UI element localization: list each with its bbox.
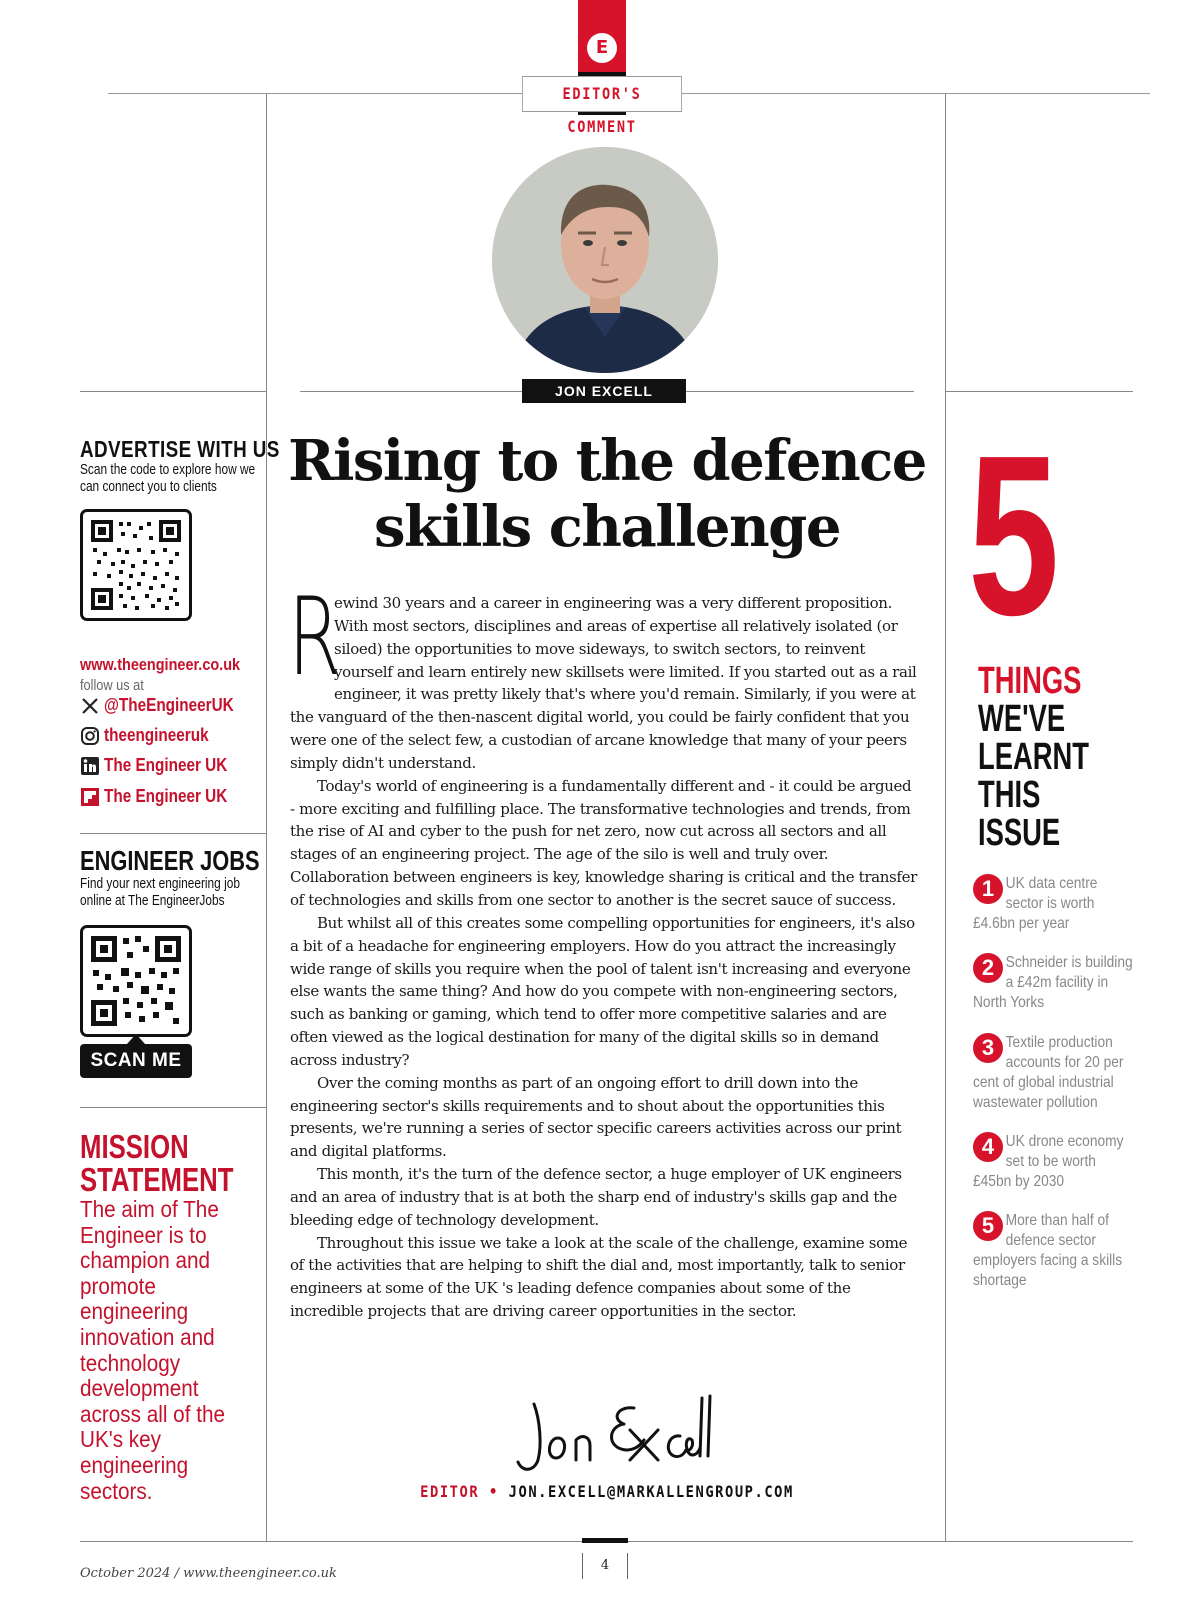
advertise-title: ADVERTISE WITH US [80, 436, 280, 462]
fact-number-badge: 4 [973, 1132, 1003, 1162]
social-instagram-link[interactable] [80, 725, 227, 746]
fact-item [973, 1033, 1138, 1113]
things-title-red: THINGS [978, 660, 1082, 702]
column-rule-left [266, 93, 267, 1541]
page-number: 4 [582, 1553, 628, 1579]
social-flipboard-handle: The Engineer UK [104, 786, 228, 806]
jobs-title: ENGINEER JOBS [80, 845, 260, 876]
social-flipboard-link[interactable] [80, 786, 249, 807]
article-paragraph-text: ewind 30 years and a career in engineering was a very different proposition. With most sectors, disciplines and areas of expertise all relatively isolated (or siloed) the opportunities to move sideways, to switch sectors, to reinvent yourself and learn entirely new skillsets were limited. If you started out as a rail engineer, it was pretty likely that's where you'd remain. Similarly, if you were at the vanguard of the then-nascent digital world, you could be fairly confident that you were one of the select few, a custodian of arcane knowledge that many of your peers simply didn't understand. [290, 594, 917, 772]
section-label: EDITOR'S COMMENT [522, 76, 682, 112]
scan-pointer [127, 1034, 145, 1044]
fact-text: Textile production accounts for 20 per cent of global industrial wastewater pollution [973, 1034, 1124, 1111]
scan-me-badge: SCAN ME [80, 1044, 192, 1078]
article-paragraph: Today's world of engineering is a fundamentally different and - it could be argued - more exciting and fulfilling place. The transformative technologies and trends, from the rise of AI and cyber to the push for net zero, now cut across all sectors and all stages of an engineering project. The age of the silo is well and truly over. Collaboration between engineers is key, knowledge sharing is critical and the transfer of technologies and skills from one sector to another is the secret sauce of success. [290, 776, 917, 909]
fact-item [973, 874, 1138, 934]
social-x-handle: @TheEngineerUK [104, 695, 234, 715]
section-label-underline [578, 112, 626, 115]
advertise-description: Scan the code to explore how we can connect you to clients [80, 462, 256, 495]
brand-tab [578, 0, 626, 72]
fact-number-badge: 5 [973, 1211, 1003, 1241]
things-title [978, 660, 1089, 854]
fact-text: UK drone economy set to be worth £45bn by 2030 [973, 1133, 1124, 1190]
article-headline: Rising to the defence skills challenge [288, 428, 926, 560]
qr-code-icon [91, 936, 181, 1026]
article-body [288, 575, 917, 1323]
editor-signature [512, 1390, 712, 1480]
flipboard-icon [80, 787, 100, 807]
qr-code-icon [91, 520, 181, 610]
jobs-qr-code[interactable] [80, 925, 192, 1037]
x-twitter-icon [80, 696, 100, 716]
divider [80, 833, 266, 834]
website-link[interactable]: www.theengineer.co.uk [80, 655, 241, 674]
big-number: 5 [968, 409, 1060, 663]
column-rule-right [945, 93, 946, 1541]
social-x-link[interactable] [80, 695, 257, 716]
author-portrait [492, 147, 718, 373]
follow-label: follow us at [80, 677, 144, 694]
editor-separator: • [489, 1482, 499, 1501]
social-linkedin-handle: The Engineer UK [104, 755, 228, 775]
fact-number-badge: 2 [973, 953, 1003, 983]
footer-issue-date: October 2024 / www.theengineer.co.uk [80, 1566, 337, 1581]
signature-image [512, 1390, 712, 1480]
divider [945, 391, 1133, 392]
jobs-description: Find your next engineering job online at The EngineerJobs [80, 876, 240, 909]
fact-number-badge: 3 [973, 1033, 1003, 1063]
article-paragraph: This month, it's the turn of the defence sector, a huge employer of UK engineers and an area of industry that is at both the sharp end of industry's skills gap and the bleeding edge of technology development. [290, 1165, 902, 1229]
fact-item [973, 953, 1138, 1013]
footer-accent-bar [582, 1538, 628, 1543]
drop-cap: R [288, 575, 341, 700]
things-title-black: WE'VE LEARNT THIS ISSUE [978, 698, 1089, 854]
social-linkedin-link[interactable] [80, 755, 249, 776]
article-paragraph: But whilst all of this creates some compelling opportunities for engineers, it's also a bit of a headache for engineering employers. How do you attract the increasingly wide range of skills you require when the pool of talent isn't increasing and everyone else wants the same thing? And how do you compete with non-engineering sectors, such as banking or gaming, which tend to offer more competitive salaries and are often viewed as the logical destination for many of the digital skills so in demand across industry? [290, 913, 915, 1069]
linkedin-icon [80, 756, 100, 776]
fact-number-badge: 1 [973, 874, 1003, 904]
mission-text: The aim of The Engineer is to champion and promote engineering innovation and technology development across all of the UK's key engineering sectors. [80, 1196, 225, 1504]
article-paragraph: Over the coming months as part of an ongoing effort to drill down into the engineering sector's skills requirements and to shout about the opportunities this presents, we're running a series of sector specific careers activities across our print and digital platforms. [290, 1073, 902, 1161]
editor-role: EDITOR [420, 1482, 480, 1501]
fact-item [973, 1211, 1138, 1291]
article-paragraph [288, 575, 917, 775]
divider [80, 391, 266, 392]
author-label: JON EXCELL [522, 379, 686, 403]
editor-email-link[interactable]: JON.EXCELL@MARKALLENGROUP.COM [508, 1482, 794, 1501]
mission-title: MISSION STATEMENT [80, 1128, 234, 1198]
article-paragraph: Throughout this issue we take a look at the scale of the challenge, examine some of the activities that are helping to shift the dial and, most importantly, talk to senior engineers at some of the UK 's leading defence companies about some of the incredible projects that are driving career opportunities in the sector. [290, 1233, 908, 1321]
brand-logo-icon: E [587, 33, 617, 63]
advertise-qr-code[interactable] [80, 509, 192, 621]
author-portrait-image [492, 147, 718, 373]
fact-item [973, 1132, 1138, 1192]
editor-contact [326, 1482, 888, 1501]
fact-text: UK data centre sector is worth £4.6bn per year [973, 875, 1098, 932]
social-instagram-handle: theengineeruk [104, 725, 209, 745]
fact-text: More than half of defence sector employers facing a skills shortage [973, 1212, 1123, 1289]
fact-text: Schneider is building a £42m facility in North Yorks [973, 954, 1133, 1011]
divider [80, 1107, 266, 1108]
instagram-icon [80, 726, 100, 746]
